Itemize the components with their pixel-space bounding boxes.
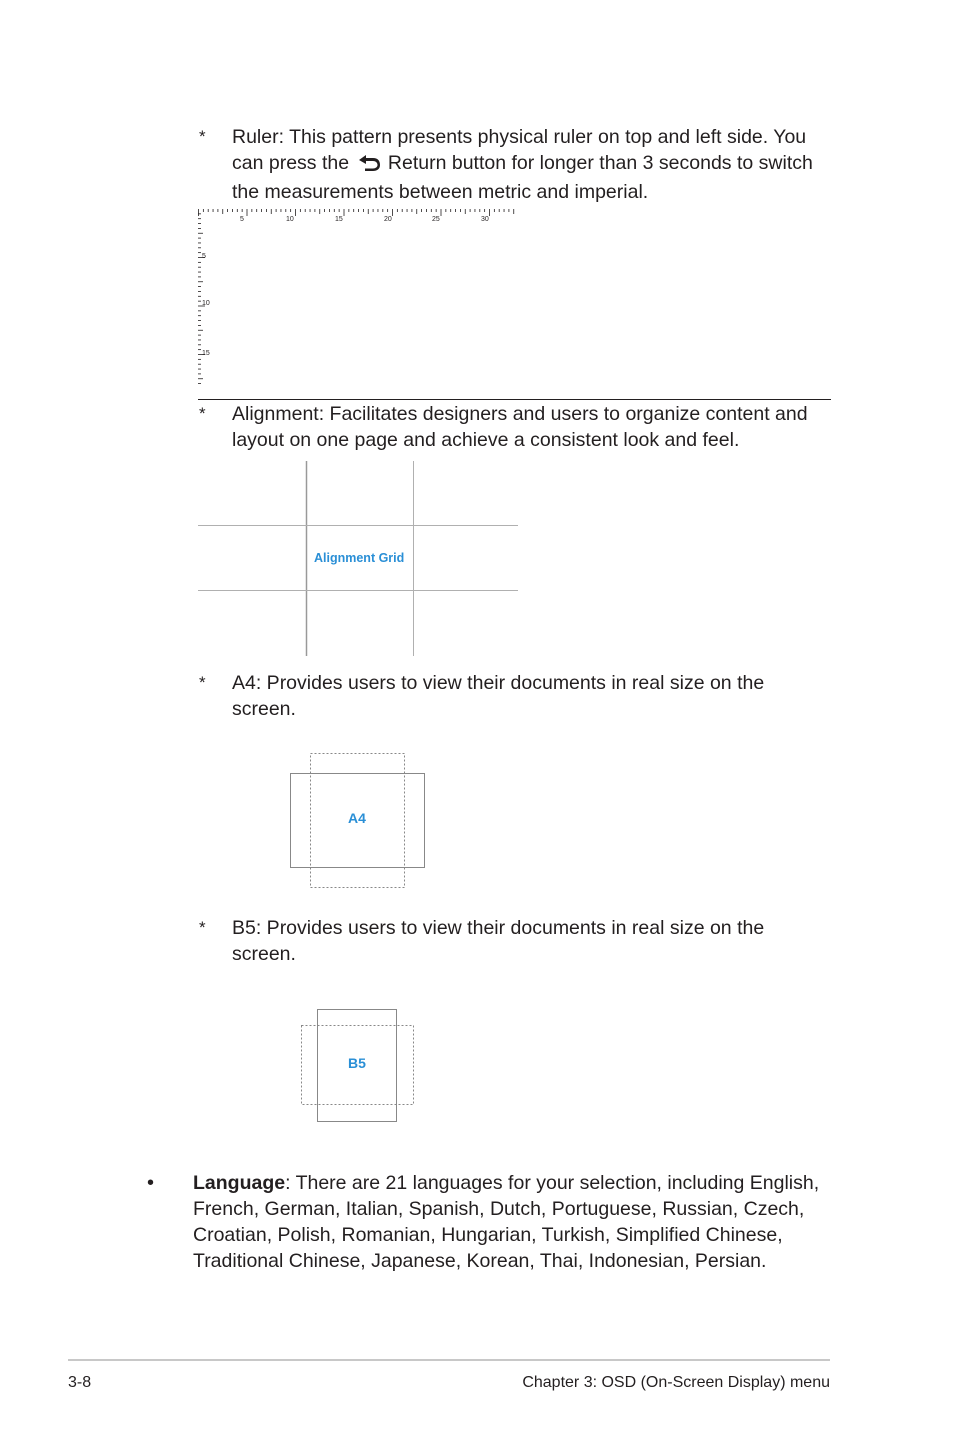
ruler-top-label: 15: [335, 216, 343, 223]
alignment-description: Alignment: Facilitates designers and users to organize content and layout on one page and achieve a consistent look and feel.: [232, 403, 808, 451]
footer-rule: [68, 1359, 830, 1361]
chapter-title: Chapter 3: OSD (On-Screen Display) menu: [522, 1374, 830, 1391]
b5-label: B5: [348, 1055, 366, 1071]
ruler-bullet-marker: *: [199, 127, 206, 146]
ruler-top-label: 5: [240, 216, 244, 223]
ruler-text-b: Return button for longer than 3 seconds to switch the measurements between metric and imperial.: [232, 152, 813, 203]
ruler-top-label: 25: [432, 216, 440, 223]
language-bullet: •: [147, 1172, 155, 1194]
page-number: 3-8: [68, 1374, 92, 1391]
language-description: [193, 1170, 829, 1274]
ruler-left-label: 15: [202, 350, 210, 357]
language-title: Language: [193, 1172, 286, 1194]
a4-bullet-marker: *: [199, 673, 206, 692]
b5-description: B5: Provides users to view their documents in real size on the screen.: [232, 917, 765, 965]
language-text: : There are 21 languages for your selection, including English, French, German, Italian, Spanish, Dutch, Portuguese, Russian, Czech, Croatian, Polish, Romanian, Hungarian, Turkish, Simplified Chinese, Traditional Chinese, Japanese, Korean, Thai, Indonesian, Persian.: [193, 1172, 820, 1272]
a4-description: A4: Provides users to view their documents in real size on the screen.: [232, 672, 765, 720]
ruler-top-label: 30: [481, 216, 489, 223]
ruler-text-a: Ruler: This pattern presents physical ruler on top and left side. You can press the: [232, 126, 807, 174]
ruler-top-label: 10: [286, 216, 294, 223]
ruler-top-label: 20: [384, 216, 392, 223]
ruler-left-label: 10: [202, 300, 210, 307]
ruler-left-label: 5: [202, 253, 206, 260]
alignment-grid-label: Alignment Grid: [314, 551, 405, 565]
alignment-bullet-marker: *: [199, 404, 206, 423]
a4-label: A4: [348, 810, 366, 826]
b5-bullet-marker: *: [199, 918, 206, 937]
